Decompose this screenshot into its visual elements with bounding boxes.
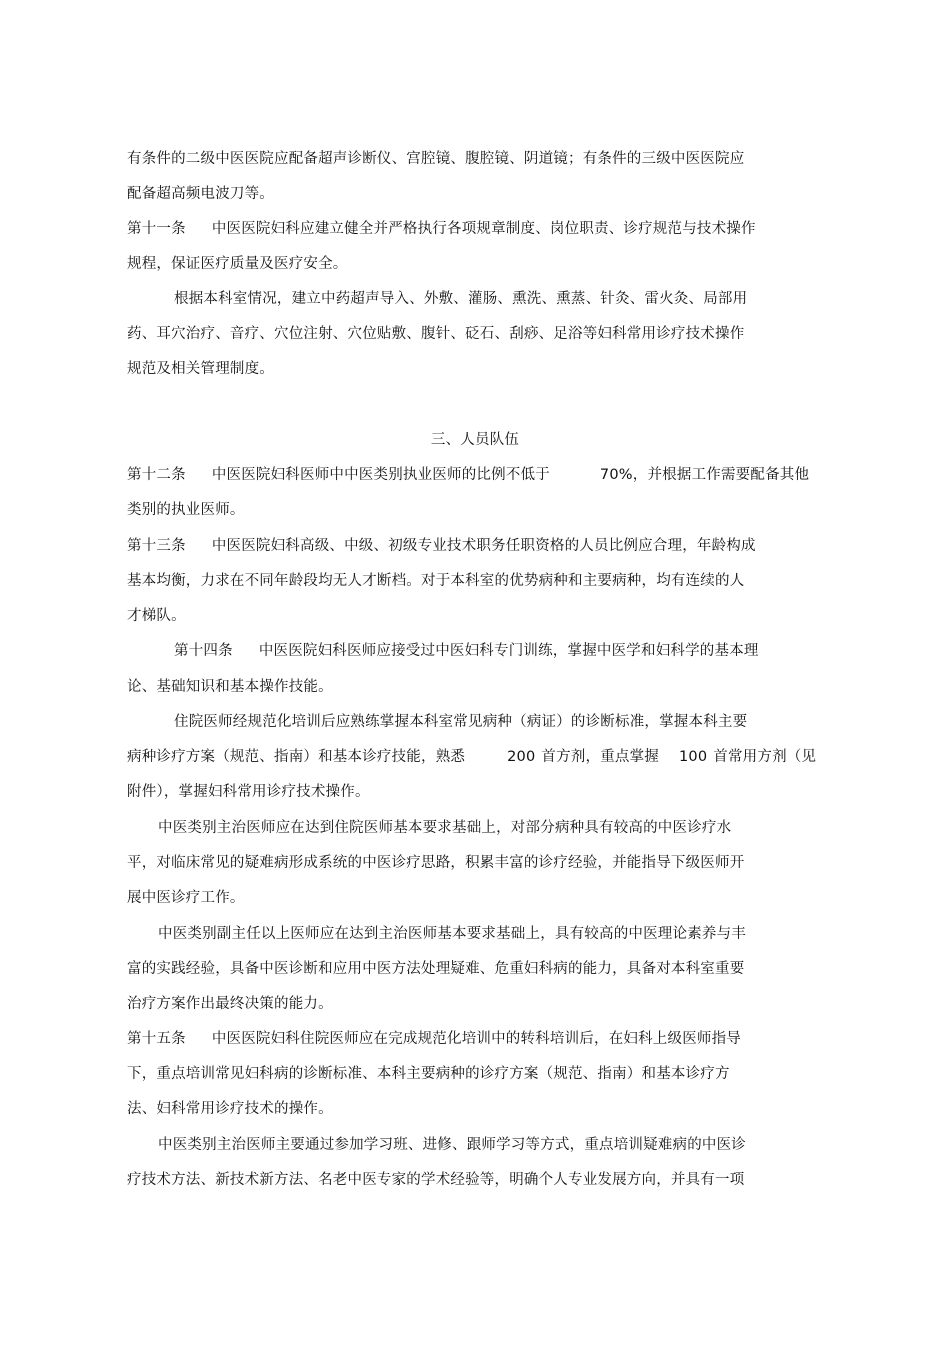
article-text-cont: ，并根据工作需要配备其他 — [632, 467, 810, 483]
article-label: 第十二条 — [127, 467, 186, 483]
article-text: 中医医院妇科住院医师应在完成规范化培训中的转科培训后，在妇科上级医师指导 — [211, 1031, 742, 1047]
text-line: 规范及相关管理制度。 — [127, 361, 274, 377]
article-14 — [174, 641, 759, 661]
text-line: 展中医诊疗工作。 — [127, 890, 245, 906]
text-line: 住院医师经规范化培训后应熟练掌握本科室常见病种（病证）的诊断标准，掌握本科主要 — [174, 714, 748, 730]
text-line: 富的实践经验，具备中医诊断和应用中医方法处理疑难、危重妇科病的能力，具备对本科室重要 — [127, 961, 745, 977]
text-segment: 首方剂，重点掌握 — [541, 749, 659, 765]
text-line: 有条件的二级中医医院应配备超声诊断仪、宫腔镜、腹腔镜、阴道镜；有条件的三级中医医院应 — [127, 151, 745, 167]
text-line: 规程，保证医疗质量及医疗安全。 — [127, 256, 348, 272]
text-segment: 首常用方剂（见 — [713, 749, 817, 765]
text-line: 法、妇科常用诊疗技术的操作。 — [127, 1101, 333, 1117]
text-line: 中医类别主治医师应在达到住院医师基本要求基础上，对部分病种具有较高的中医诊疗水 — [158, 820, 732, 836]
text-line: 中医类别副主任以上医师应在达到主治医师基本要求基础上，具有较高的中医理论素养与丰 — [158, 926, 746, 942]
article-label: 第十四条 — [174, 643, 233, 659]
text-line: 平，对临床常见的疑难病形成系统的中医诊疗思路，积累丰富的诊疗经验，并能指导下级医师开 — [127, 855, 745, 871]
text-line: 治疗方案作出最终决策的能力。 — [127, 996, 333, 1012]
text-line: 附件），掌握妇科常用诊疗技术操作。 — [127, 784, 370, 800]
article-text: 中医医院妇科医师中中医类别执业医师的比例不低于 — [211, 467, 550, 483]
text-line: 药、耳穴治疗、音疗、穴位注射、穴位贴敷、腹针、砭石、刮痧、足浴等妇科常用诊疗技术操作 — [127, 326, 745, 342]
text-line: 类别的执业医师。 — [127, 502, 245, 518]
article-11 — [127, 219, 756, 239]
article-12 — [127, 465, 809, 485]
article-text: 中医医院妇科应建立健全并严格执行各项规章制度、岗位职责、诊疗规范与技术操作 — [211, 221, 756, 237]
text-line: 下，重点培训常见妇科病的诊断标准、本科主要病种的诊疗方案（规范、指南）和基本诊疗方 — [127, 1066, 730, 1082]
ratio-value: 70% — [599, 467, 633, 483]
article-label: 第十三条 — [127, 538, 186, 554]
text-line: 论、基础知识和基本操作技能。 — [127, 679, 333, 695]
text-segment: 病种诊疗方案（规范、指南）和基本诊疗技能，熟悉 — [127, 749, 466, 765]
article-label: 第十一条 — [127, 221, 186, 237]
text-line: 中医类别主治医师主要通过参加学习班、进修、跟师学习等方式，重点培训疑难病的中医诊 — [158, 1137, 746, 1153]
formula-count-master: 100 — [679, 749, 708, 765]
article-label: 第十五条 — [127, 1031, 186, 1047]
article-text: 中医医院妇科医师应接受过中医妇科专门训练，掌握中医学和妇科学的基本理 — [258, 643, 759, 659]
text-line-formulas — [127, 747, 816, 767]
article-13 — [127, 536, 756, 556]
text-line: 根据本科室情况，建立中药超声导入、外敷、灌肠、熏洗、熏蒸、针灸、雷火灸、局部用 — [174, 291, 748, 307]
article-15 — [127, 1029, 741, 1049]
text-line: 配备超高频电波刀等。 — [127, 186, 274, 202]
text-line: 基本均衡，力求在不同年龄段均无人才断档。对于本科室的优势病种和主要病种，均有连续的人 — [127, 573, 745, 589]
text-line: 疗技术方法、新技术新方法、名老中医专家的学术经验等，明确个人专业发展方向，并具有一项 — [127, 1172, 745, 1188]
article-text: 中医医院妇科高级、中级、初级专业技术职务任职资格的人员比例应合理，年龄构成 — [211, 538, 756, 554]
section-heading: 三、人员队伍 — [430, 432, 520, 448]
text-line: 才梯队。 — [127, 608, 186, 624]
formula-count-familiar: 200 — [507, 749, 536, 765]
